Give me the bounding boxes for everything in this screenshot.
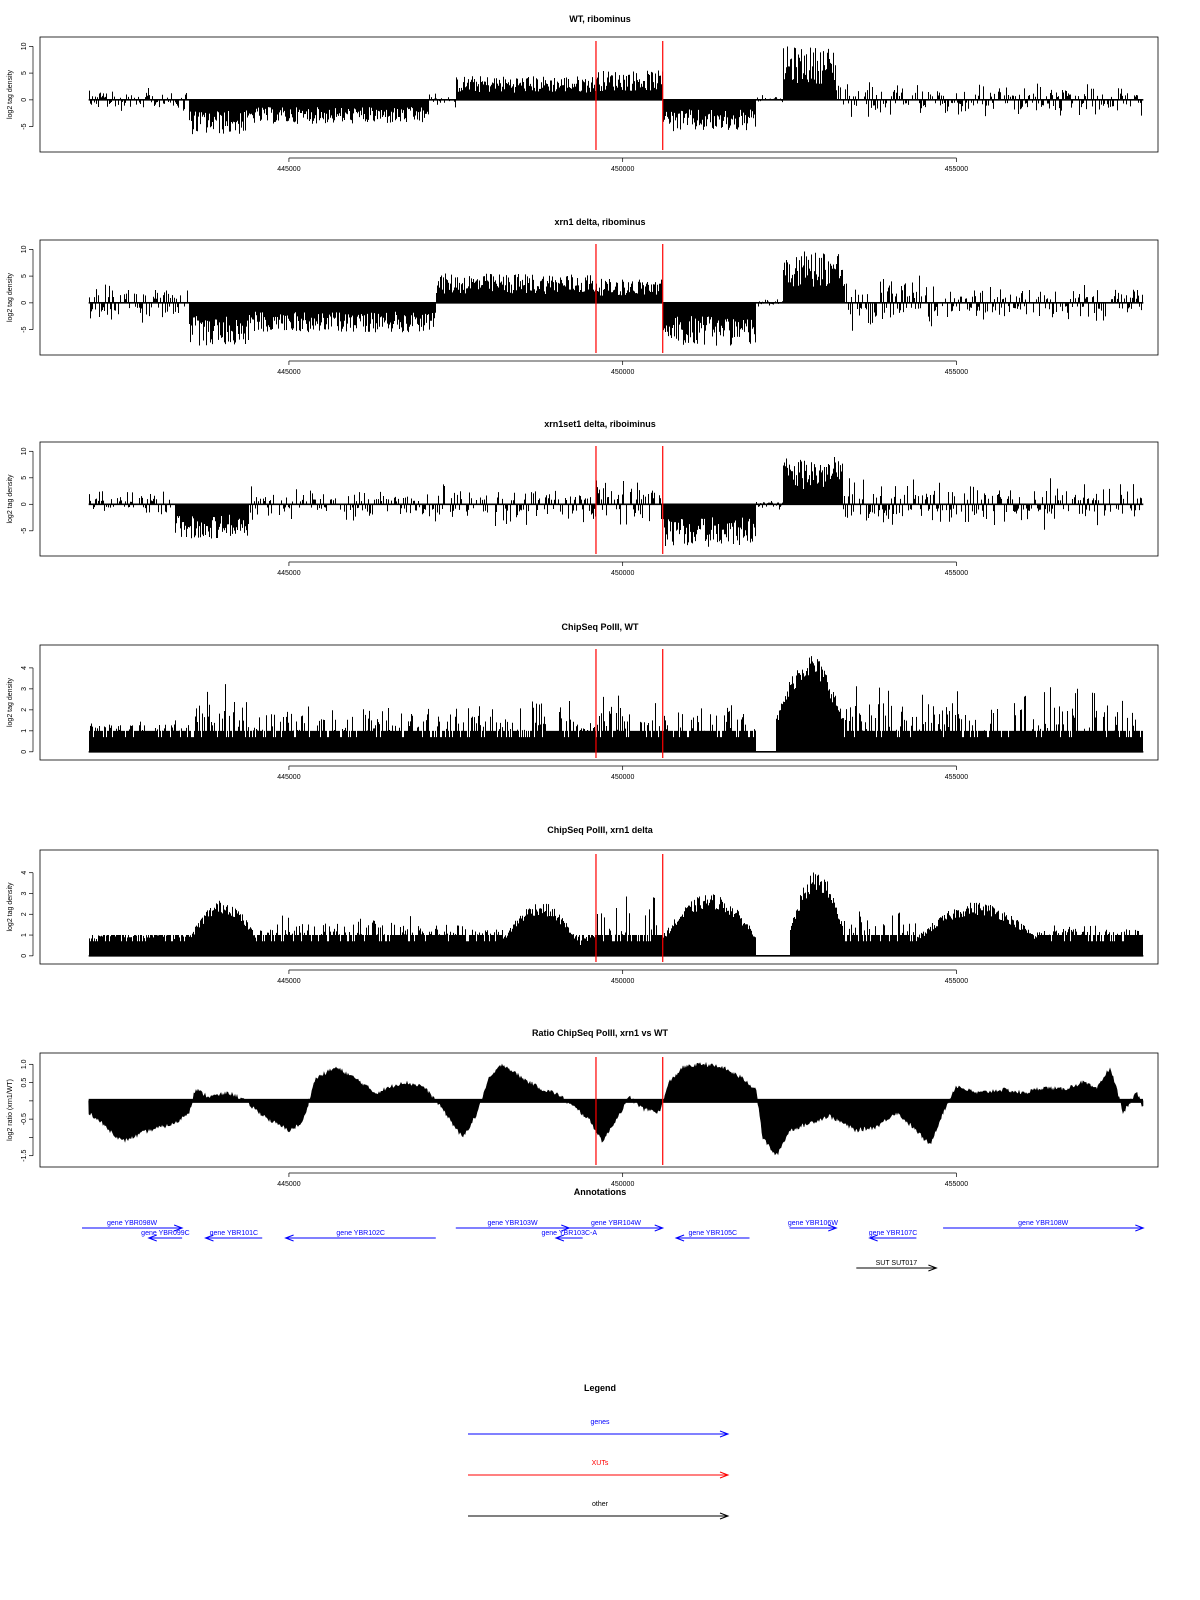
- y-tick-label: 0: [21, 97, 28, 102]
- y-tick-label: -0.5: [21, 1113, 28, 1126]
- annotations-title: Annotations: [573, 1187, 627, 1197]
- signal-series: [90, 47, 1142, 135]
- feature-label: SUT SUT017: [875, 1260, 918, 1267]
- legend-item: [468, 1501, 728, 1519]
- x-tick-label: 445000: [277, 774, 301, 781]
- legend-title: Legend: [583, 1383, 617, 1393]
- y-tick-label: 3: [21, 891, 28, 896]
- annotation-feature: [856, 1260, 936, 1271]
- x-tick-label: 455000: [944, 570, 969, 577]
- feature-label: gene YBR107C: [868, 1230, 918, 1237]
- legend-label: XUTs: [591, 1460, 609, 1467]
- x-tick-label: 450000: [610, 774, 635, 781]
- legend-panel: [468, 1383, 728, 1519]
- y-axis-label: log2 tag density: [7, 882, 14, 932]
- legend-label: other: [592, 1501, 608, 1508]
- y-tick-label: 2: [21, 912, 28, 917]
- x-tick-label: 455000: [944, 1181, 969, 1188]
- x-tick-label: 450000: [610, 1181, 635, 1188]
- feature-label: gene YBR106W: [787, 1220, 838, 1227]
- panel-title: xrn1 delta, ribominus: [554, 217, 646, 227]
- annotation-feature: [788, 1220, 838, 1231]
- feature-label: gene YBR102C: [336, 1230, 385, 1237]
- y-tick-label: -5: [21, 326, 28, 333]
- y-axis-label: log2 tag density: [7, 69, 14, 120]
- panel-title: Ratio ChipSeq PolII, xrn1 vs WT: [531, 1028, 669, 1038]
- y-tick-label: 0.5: [21, 1077, 28, 1088]
- legend-item: [468, 1460, 728, 1478]
- panel-4: [7, 622, 1158, 781]
- x-tick-label: 445000: [277, 1181, 301, 1188]
- x-tick-label: 455000: [944, 166, 969, 173]
- annotation-feature: [943, 1220, 1143, 1231]
- panel-title: xrn1set1 delta, riboiminus: [544, 419, 656, 429]
- y-tick-label: 2: [21, 707, 28, 712]
- x-tick-label: 455000: [944, 774, 969, 781]
- y-tick-label: 0: [21, 300, 28, 305]
- y-axis-label: log2 ratio (xrn1/WT): [7, 1079, 14, 1141]
- signal-series: [90, 251, 1143, 345]
- x-tick-label: 445000: [277, 570, 301, 577]
- y-tick-label: 10: [21, 42, 28, 51]
- y-tick-label: 3: [21, 686, 28, 691]
- y-tick-label: 1: [21, 933, 28, 938]
- x-tick-label: 450000: [610, 978, 635, 985]
- feature-label: gene YBR103C-A: [541, 1230, 598, 1237]
- y-tick-label: 5: [21, 274, 28, 279]
- x-tick-label: 445000: [277, 978, 301, 985]
- annotation-feature: [542, 1230, 598, 1241]
- panel-1: [7, 14, 1158, 173]
- feature-label: gene YBR103W: [487, 1220, 538, 1227]
- feature-label: gene YBR105C: [688, 1230, 738, 1237]
- y-tick-label: 0: [21, 953, 28, 958]
- x-tick-label: 445000: [277, 166, 301, 173]
- legend-label: genes: [590, 1419, 610, 1426]
- y-tick-label: 1.0: [21, 1059, 28, 1070]
- y-tick-label: 4: [21, 870, 28, 875]
- x-tick-label: 445000: [277, 369, 301, 376]
- panel-6: [7, 1028, 1158, 1188]
- y-axis-label: log2 tag density: [7, 677, 14, 728]
- y-tick-label: -1.5: [21, 1149, 28, 1162]
- feature-label: gene YBR099C: [141, 1230, 190, 1237]
- panel-5: [7, 825, 1158, 985]
- x-tick-label: 455000: [944, 369, 969, 376]
- baseline: [89, 1099, 1143, 1103]
- signal-series: [90, 656, 1143, 752]
- annotation-feature: [676, 1230, 749, 1241]
- signal-series: [90, 872, 1143, 955]
- feature-label: gene YBR098W: [107, 1220, 158, 1227]
- y-tick-label: 5: [21, 71, 28, 76]
- y-tick-label: 4: [21, 665, 28, 670]
- feature-label: gene YBR104W: [590, 1220, 642, 1227]
- y-tick-label: 1: [21, 728, 28, 733]
- y-tick-label: 0: [21, 749, 28, 754]
- y-axis-label: log2 tag density: [7, 272, 14, 323]
- feature-label: gene YBR101C: [209, 1230, 259, 1237]
- y-tick-label: 0: [21, 502, 28, 507]
- annotation-feature: [869, 1230, 918, 1241]
- annotation-feature: [141, 1230, 190, 1241]
- y-tick-label: -5: [21, 527, 28, 534]
- x-tick-label: 450000: [610, 369, 635, 376]
- panel-title: WT, ribominus: [569, 14, 631, 24]
- annotation-feature: [205, 1230, 262, 1241]
- y-axis-label: log2 tag density: [7, 474, 14, 524]
- legend-item: [468, 1419, 728, 1437]
- y-tick-label: 10: [21, 447, 28, 456]
- panel-2: [7, 217, 1158, 376]
- y-tick-label: 5: [21, 475, 28, 480]
- annotation-feature: [286, 1230, 436, 1241]
- panel-title: ChipSeq PolII, WT: [561, 622, 639, 632]
- signal-series: [90, 457, 1142, 547]
- panel-3: [7, 419, 1158, 577]
- x-tick-label: 455000: [944, 978, 969, 985]
- x-tick-label: 450000: [610, 166, 635, 173]
- y-tick-label: 10: [21, 245, 28, 254]
- annotations-panel: [82, 1187, 1143, 1271]
- x-tick-label: 450000: [610, 570, 635, 577]
- ratio-area: [89, 1063, 1143, 1155]
- y-tick-label: -5: [21, 123, 29, 130]
- feature-label: gene YBR108W: [1018, 1220, 1069, 1227]
- panel-title: ChipSeq PolII, xrn1 delta: [547, 825, 653, 835]
